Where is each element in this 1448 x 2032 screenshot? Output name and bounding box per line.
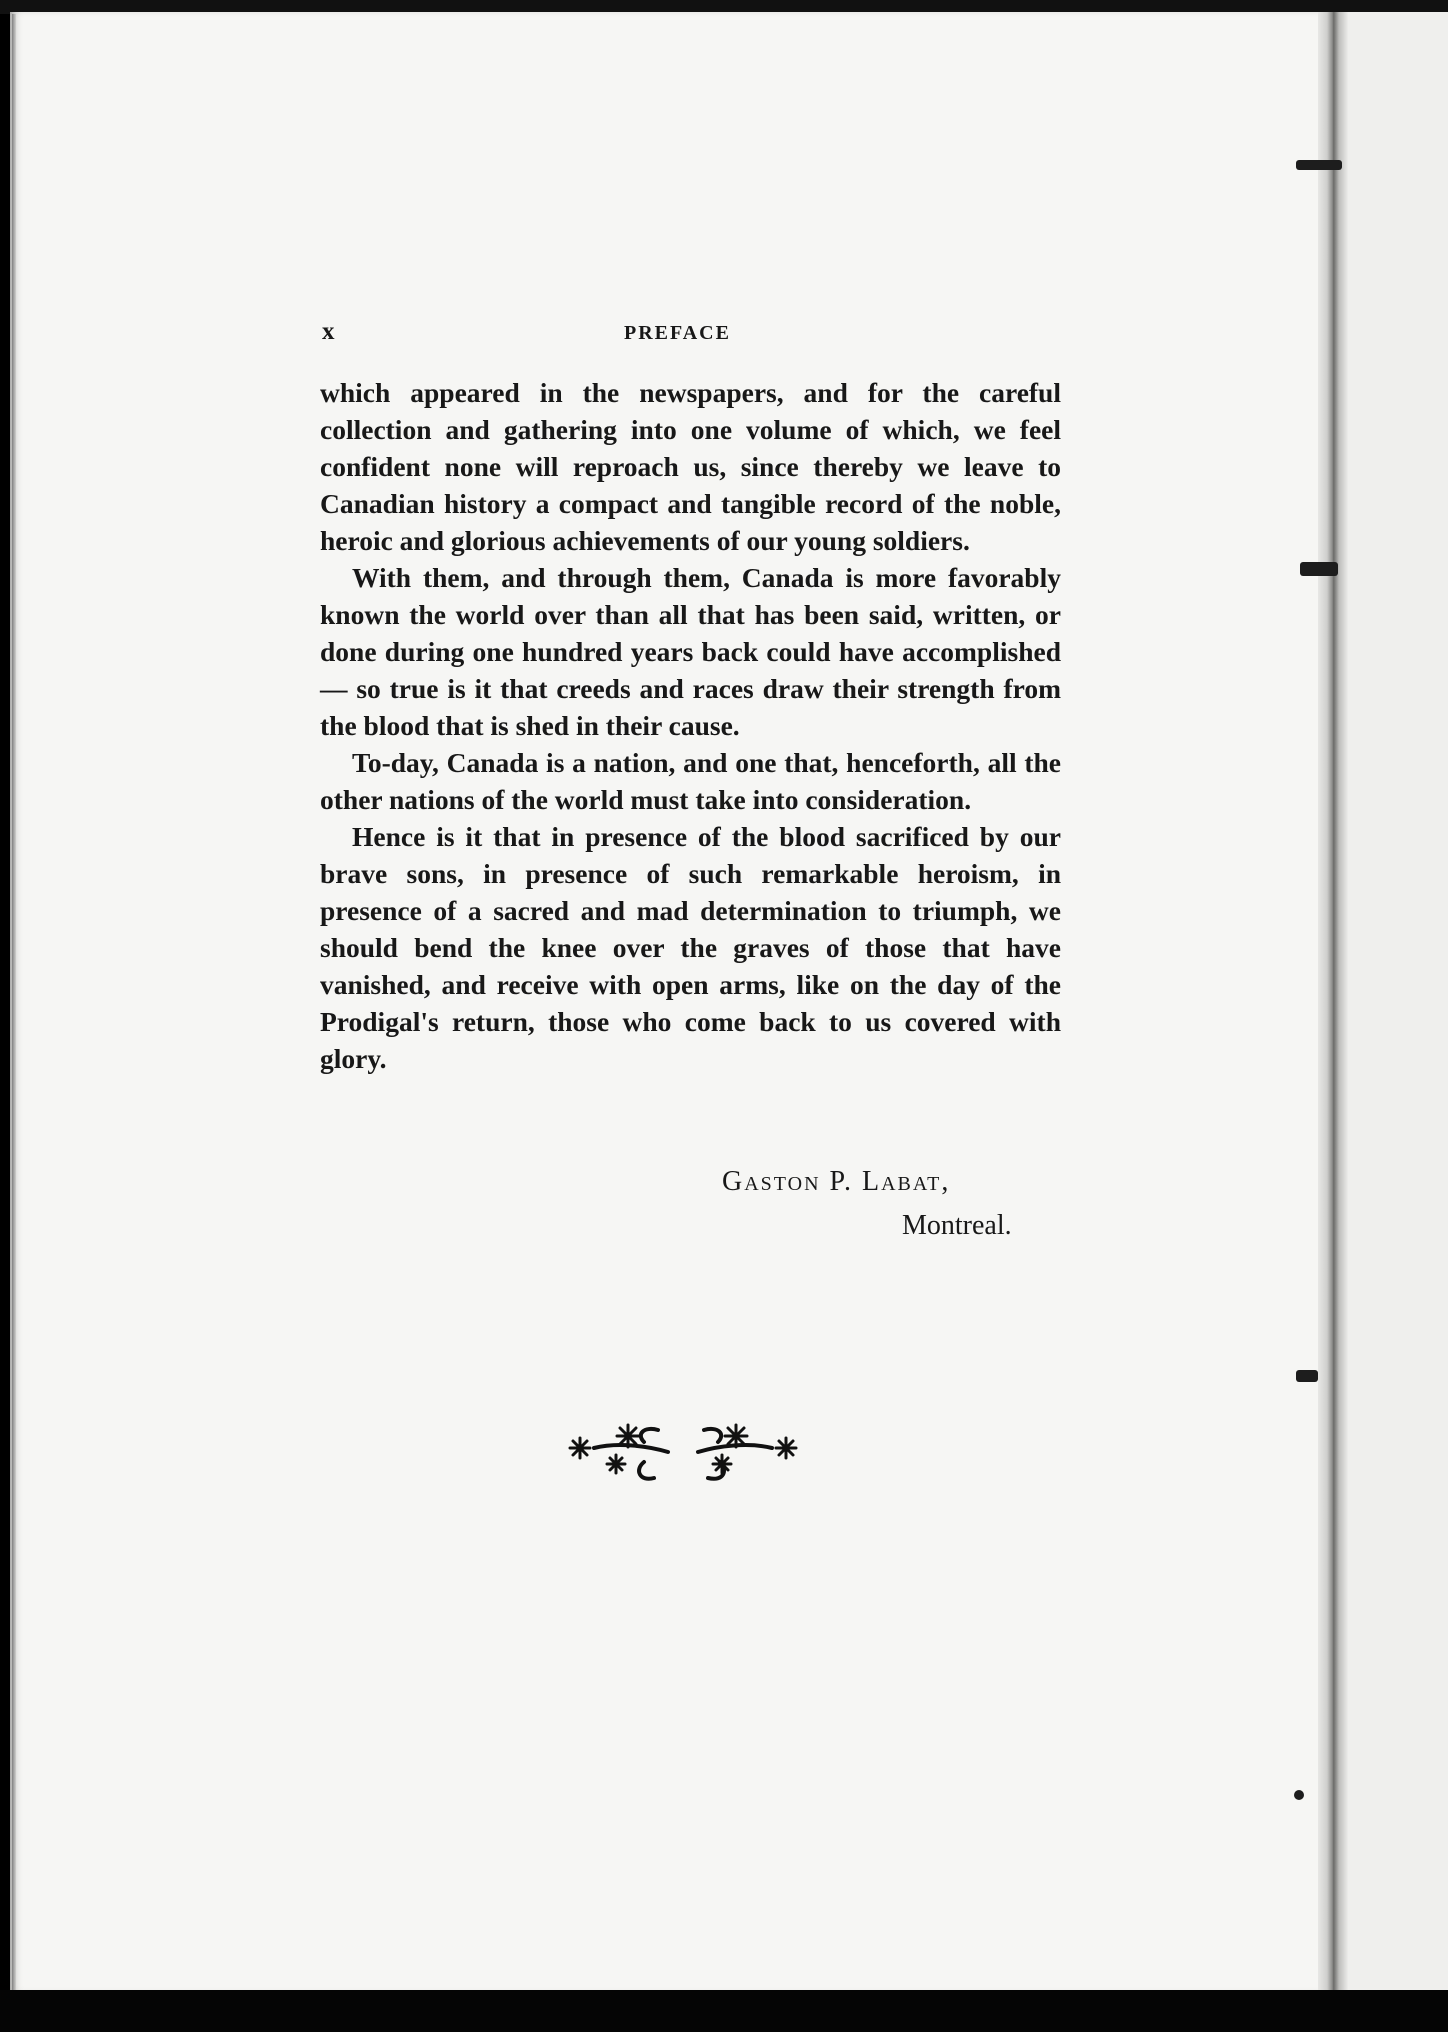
- paragraph: Hence is it that in presence of the blood sacrificed by our brave sons, in presence of such remarkable heroism, in presence of a sacred and mad determination to triumph, we should bend the knee over the graves of those that have vanished, and receive with open arms, like on the day of the Prodigal's return, those who come back to us covered with glory.: [320, 821, 1061, 1074]
- gutter-binding-mark: [1300, 562, 1338, 576]
- preface-body: [320, 374, 1061, 1077]
- paragraph: To-day, Canada is a nation, and one that, henceforth, all the other nations of the world must take into consideration.: [320, 747, 1061, 815]
- running-head: PREFACE: [624, 322, 731, 344]
- gutter-binding-mark: [1294, 1790, 1304, 1800]
- page-left-edge: [12, 14, 16, 1990]
- author-place: Montreal.: [902, 1210, 1012, 1241]
- paragraph: which appeared in the newspapers, and for the careful collection and gathering into one volume of which, we feel confident none will reproach us, since thereby we leave to Canadian history a compact and tangible record of the noble, heroic and glorious achievements of our young soldiers.: [320, 377, 1061, 556]
- gutter-binding-mark: [1296, 1370, 1318, 1382]
- scan-bottom-border: [0, 1990, 1448, 2032]
- book-gutter: [1318, 12, 1348, 1992]
- page-folio: x: [322, 318, 335, 345]
- gutter-binding-mark: [1296, 160, 1342, 170]
- author-signature: Gaston P. Labat,: [722, 1166, 951, 1197]
- floral-asterisk-ornament-icon: [558, 1408, 808, 1488]
- facing-page-edge: [1346, 12, 1448, 1992]
- paragraph: With them, and through them, Canada is more favorably known the world over than all that has been said, written, or done during one hundred years back could have accomplished — so true is it that creeds and races draw their strength from the blood that is shed in their cause.: [320, 562, 1061, 741]
